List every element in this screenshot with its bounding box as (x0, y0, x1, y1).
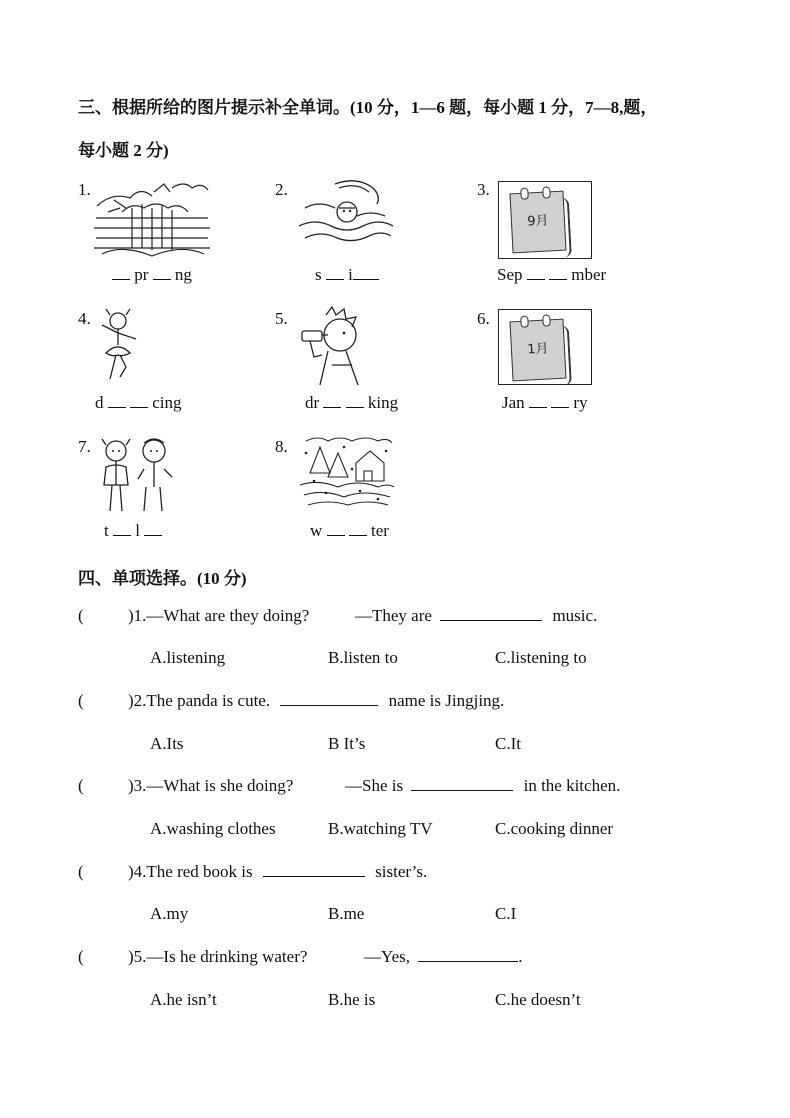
q3-stem-b (345, 776, 620, 796)
q1-option-a[interactable]: A.listening (150, 648, 226, 667)
q3-paren-open: ( (78, 776, 84, 795)
item-6-word (502, 393, 588, 413)
blank[interactable] (346, 406, 364, 408)
q-number: )4. (128, 862, 147, 881)
blank[interactable] (551, 406, 569, 408)
blank[interactable] (130, 406, 148, 408)
dancing-girl-icon (92, 305, 144, 387)
calendar-page (509, 319, 566, 382)
q4-paren-open: ( (78, 862, 84, 881)
q-stem-c: sister’s. (375, 862, 428, 881)
calendar-curl (557, 325, 572, 386)
word-part: i (348, 265, 353, 284)
blank[interactable] (327, 534, 345, 536)
calendar-ring (520, 315, 529, 327)
q2-option-c[interactable]: C.It (495, 734, 521, 753)
word-part: king (367, 393, 399, 412)
blank[interactable] (323, 406, 341, 408)
section4-heading: 四、单项选择。(10 分) (78, 569, 247, 588)
winter-scene-icon (298, 433, 394, 509)
answer-blank[interactable] (411, 789, 513, 791)
calendar-ring (542, 314, 551, 326)
blank[interactable] (153, 278, 171, 280)
q-number: )1. (128, 606, 147, 625)
calendar-ring (520, 187, 529, 199)
item-7-number: 7. (78, 437, 91, 456)
q-stem-c: . (518, 947, 523, 966)
q2-option-b[interactable]: B It’s (328, 734, 366, 753)
q4-stem (128, 862, 427, 882)
blank[interactable] (108, 406, 126, 408)
word-part: l (135, 521, 140, 540)
q-stem-c: music. (552, 606, 598, 625)
section3-heading-cont: 每小题 2 分) (78, 141, 169, 160)
calendar-curl (557, 197, 572, 258)
q1-option-b[interactable]: B.listen to (328, 648, 398, 667)
word-part: dr (305, 393, 320, 412)
q1-stem (128, 606, 309, 626)
q-number: )3. (128, 776, 147, 795)
swimmer-icon (295, 178, 395, 248)
q1-option-c[interactable]: C.listening to (495, 648, 587, 667)
item-8-word (310, 521, 389, 541)
q-number: )5. (128, 947, 147, 966)
q5-stem-b (364, 947, 523, 967)
calendar-september-icon (498, 181, 592, 259)
q-stem-b: —They are (355, 606, 432, 625)
q-stem-a: The red book is (146, 862, 253, 881)
q-stem-b: —Yes, (364, 947, 410, 966)
blank[interactable] (144, 534, 162, 536)
q3-option-b[interactable]: B.watching TV (328, 819, 433, 838)
q-stem-a: —What is she doing? (146, 776, 294, 795)
blank[interactable] (113, 534, 131, 536)
word-part: cing (152, 393, 182, 412)
word-part: w (310, 521, 323, 540)
item-4-number: 4. (78, 309, 91, 328)
q4-option-c[interactable]: C.I (495, 904, 517, 923)
blank[interactable] (326, 278, 344, 280)
q3-option-a[interactable]: A.washing clothes (150, 819, 276, 838)
item-1-word (112, 265, 192, 285)
item-5-number: 5. (275, 309, 288, 328)
calendar-page (509, 191, 566, 254)
item-1-number: 1. (78, 180, 91, 199)
q4-option-a[interactable]: A.my (150, 904, 189, 923)
answer-blank[interactable] (440, 619, 542, 621)
q5-stem (128, 947, 307, 967)
item-2-number: 2. (275, 180, 288, 199)
answer-blank[interactable] (263, 875, 365, 877)
q5-option-c[interactable]: C.he doesn’t (495, 990, 581, 1009)
calendar-month-label: 1月 (526, 341, 549, 358)
q-stem-c: name is Jingjing. (388, 691, 505, 710)
q-stem-a: —Is he drinking water? (146, 947, 308, 966)
answer-blank[interactable] (280, 704, 378, 706)
q5-paren-open: ( (78, 947, 84, 966)
q1-stem-b (355, 606, 597, 626)
q5-option-a[interactable]: A.he isn’t (150, 990, 217, 1009)
item-7-word (104, 521, 162, 541)
item-2-word (315, 265, 379, 285)
item-3-word (497, 265, 606, 285)
q-stem-a: The panda is cute. (146, 691, 271, 710)
calendar-month-label: 9月 (526, 213, 549, 230)
boy-drinking-icon (296, 305, 368, 387)
q-stem-b: —She is (345, 776, 404, 795)
calendar-january-icon (498, 309, 592, 385)
q3-stem (128, 776, 293, 796)
calendar-ring (542, 186, 551, 198)
q1-paren-open: ( (78, 606, 84, 625)
blank[interactable] (349, 534, 367, 536)
word-part: ng (174, 265, 192, 284)
item-8-number: 8. (275, 437, 288, 456)
q-number: )2. (128, 691, 147, 710)
q2-option-a[interactable]: A.Its (150, 734, 184, 753)
word-part: Jan (502, 393, 525, 412)
word-part: ter (371, 521, 389, 540)
answer-blank[interactable] (418, 960, 518, 962)
item-3-number: 3. (477, 180, 490, 199)
blank[interactable] (353, 278, 379, 280)
word-part: s (315, 265, 322, 284)
word-part: pr (134, 265, 149, 284)
two-kids-talking-icon (94, 433, 180, 515)
spring-scene-icon (92, 178, 212, 262)
section3-heading: 三、根据所给的图片提示补全单词。(10 分，1—6 题，每小题 1 分，7—8,题， (78, 98, 658, 117)
q-stem-a: —What are they doing? (146, 606, 310, 625)
word-part: t (104, 521, 109, 540)
word-part: d (95, 393, 104, 412)
blank[interactable] (527, 278, 545, 280)
word-part: ry (573, 393, 588, 412)
word-part: Sep (497, 265, 523, 284)
q2-paren-open: ( (78, 691, 84, 710)
q2-stem (128, 691, 504, 711)
q-stem-c: in the kitchen. (523, 776, 621, 795)
item-5-word (305, 393, 398, 413)
blank[interactable] (529, 406, 547, 408)
q4-option-b[interactable]: B.me (328, 904, 365, 923)
q5-option-b[interactable]: B.he is (328, 990, 376, 1009)
item-6-number: 6. (477, 309, 490, 328)
q3-option-c[interactable]: C.cooking dinner (495, 819, 614, 838)
blank[interactable] (549, 278, 567, 280)
item-4-word (95, 393, 182, 413)
word-part: mber (571, 265, 607, 284)
blank[interactable] (112, 278, 130, 280)
